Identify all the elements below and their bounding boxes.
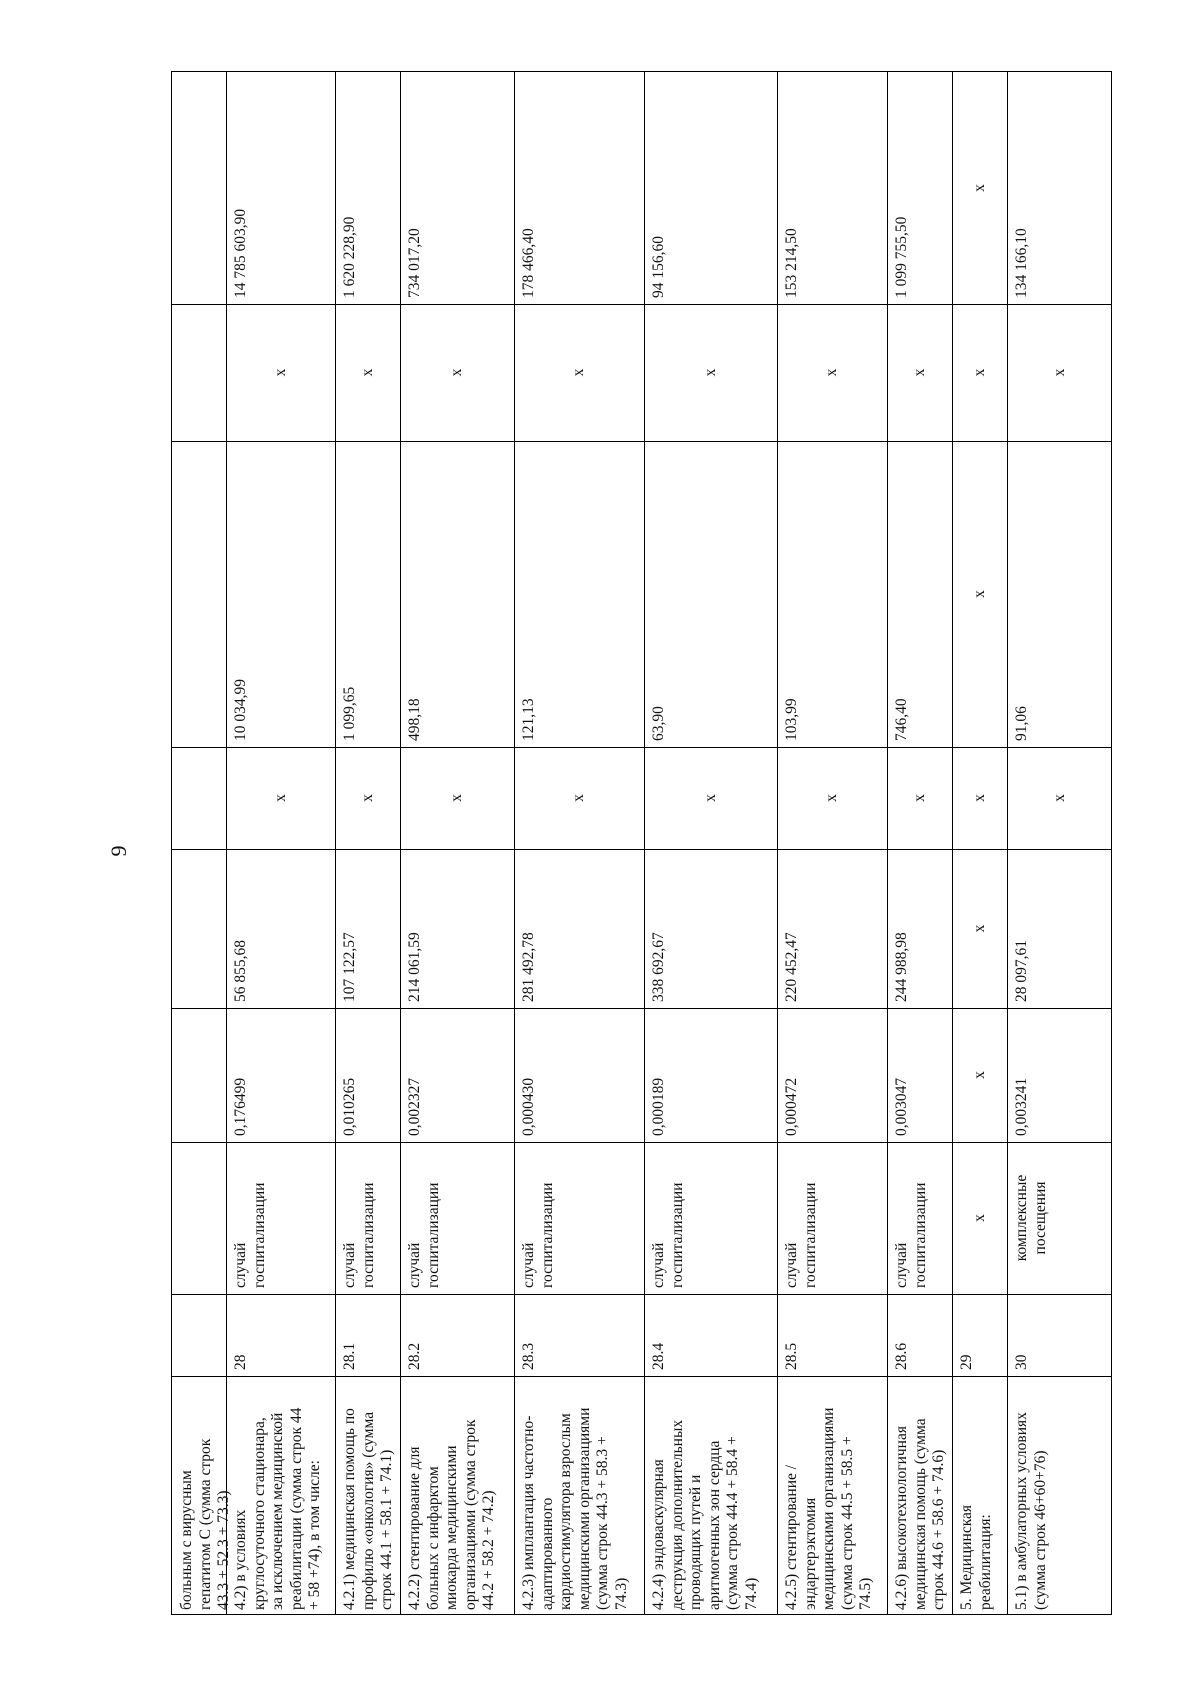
cell-text: 4.2.2) стентирование для больных с инфарктом миокарда медицинскими организациями (сумма строк 44.2 + 58.2 + 74.2) (406, 1419, 497, 1610)
cell-text: 5. Медицинская реабилитация: (958, 1504, 994, 1610)
cell-text: 91,06 (1013, 706, 1030, 741)
value-cell-6 (644, 72, 777, 304)
cell-text: 103,99 (783, 698, 800, 741)
cell-text: случай госпитализации (341, 1182, 377, 1288)
cell-text: 214 061,59 (406, 932, 423, 1002)
cell-text: 0,000430 (520, 1077, 537, 1136)
value-cell-4 (226, 441, 335, 747)
cell-text: 107 122,57 (341, 932, 358, 1002)
cell-text: 4.2.3) имплантация частотно- адаптированного кардиостимулятора взрослым медицинскими организациями (сумма строк 44.3 + 58.3 + 74.3) (520, 1407, 630, 1610)
cell-text: 746,40 (893, 698, 910, 741)
unit-cell (226, 1142, 335, 1294)
value-cell-2 (1007, 849, 1113, 1008)
value-cell-3 (514, 747, 644, 849)
value-cell-4 (1007, 441, 1113, 747)
value-cell-4 (777, 441, 887, 747)
cell-text: х (970, 368, 988, 377)
cell-text: случай госпитализации (783, 1182, 819, 1288)
value-cell-1 (226, 1008, 335, 1142)
value-cell-4 (400, 441, 514, 747)
cell-text: х (970, 1214, 988, 1222)
row-label-cell (644, 1376, 777, 1616)
cell-text: х (970, 1071, 988, 1079)
page-number: 9 (106, 845, 131, 857)
cell-text: 4.2.4) эндоваскулярная деструкция дополнительных проводящих путей и аритмогенных зон сердца (сумма строк 44.4 + 58.4 + 74.4) (650, 1419, 760, 1610)
cell-text: 28 097,61 (1013, 940, 1030, 1002)
cell-text: х (570, 368, 587, 377)
value-cell-1 (1007, 1008, 1113, 1142)
value-cell-5 (514, 304, 644, 441)
cell-text: 5.1) в амбулаторных условиях (сумма строк 46+60+76) (1013, 1412, 1049, 1610)
value-cell-1 (514, 1008, 644, 1142)
cell-text: х (910, 368, 928, 377)
row-label-cell (887, 1376, 952, 1616)
cell-text: х (1051, 368, 1068, 377)
row-number-cell (952, 1294, 1007, 1376)
value-cell-6 (887, 72, 952, 304)
cell-text: комплексные посещения (1013, 1174, 1049, 1262)
value-cell-1 (777, 1008, 887, 1142)
cell-text: 0,003047 (893, 1077, 910, 1136)
cell-text: х (910, 794, 928, 802)
row-number-cell (514, 1294, 644, 1376)
cell-text: 4.2.5) стентирование / эндартерэктомия медицинскими организациями (сумма строк 44.5 + 58.5 + 74.5) (783, 1407, 874, 1610)
cell-text: 0,010265 (341, 1077, 358, 1136)
value-cell-5 (952, 304, 1007, 441)
row-label-cell (172, 1376, 232, 1616)
cell-text: 0,003241 (1013, 1077, 1030, 1136)
cell-text: 0,000472 (783, 1077, 800, 1136)
value-cell-2 (644, 849, 777, 1008)
cell-text: х (570, 794, 587, 802)
row-number-cell (887, 1294, 952, 1376)
cell-text: случай госпитализации (406, 1182, 442, 1288)
cell-text: случай госпитализации (520, 1182, 556, 1288)
cell-text: 28.4 (650, 1342, 667, 1370)
cell-text: случай госпитализации (650, 1182, 686, 1288)
value-cell-4 (887, 441, 952, 747)
value-cell-1 (400, 1008, 514, 1142)
cell-text: 63,90 (650, 706, 667, 741)
value-cell-6 (1007, 72, 1113, 304)
unit-cell (887, 1142, 952, 1294)
row-number-cell (1007, 1294, 1113, 1376)
unit-cell (777, 1142, 887, 1294)
value-cell-2 (335, 849, 400, 1008)
unit-cell (952, 1142, 1007, 1294)
row-label-cell (1007, 1376, 1113, 1616)
cell-text: х (358, 794, 376, 802)
value-cell-6 (400, 72, 514, 304)
value-cell-3 (400, 747, 514, 849)
value-cell-3 (226, 747, 335, 849)
row-label-cell (777, 1376, 887, 1616)
value-cell-1 (335, 1008, 400, 1142)
cell-text: х (823, 368, 840, 377)
row-label-cell (400, 1376, 514, 1616)
value-cell-4 (952, 441, 1007, 747)
value-cell-4 (644, 441, 777, 747)
value-cell-1 (887, 1008, 952, 1142)
row-label-cell (335, 1376, 400, 1616)
cell-text: 30 (1013, 1354, 1030, 1370)
cell-text: х (448, 368, 465, 377)
value-cell-3 (644, 747, 777, 849)
cell-text: 281 492,78 (520, 932, 537, 1002)
cell-text: 1 620 228,90 (341, 216, 358, 298)
cell-text: 178 466,40 (520, 228, 537, 298)
cell-text: 4.2.6) высокотехнологичная медицинская помощь (сумма строк 44.6 + 58.6 + 74.6) (893, 1418, 947, 1610)
value-cell-5 (887, 304, 952, 441)
cell-text: случай госпитализации (232, 1182, 268, 1288)
cell-text: х (1051, 794, 1068, 802)
cell-text: 0,002327 (406, 1077, 423, 1136)
row-number-cell (777, 1294, 887, 1376)
cell-text: 94 156,60 (650, 236, 667, 298)
row-number-cell (644, 1294, 777, 1376)
cell-text: 244 988,98 (893, 932, 910, 1002)
cell-text: х (970, 924, 988, 933)
cell-text: 29 (958, 1354, 975, 1370)
unit-cell (1007, 1142, 1113, 1294)
value-cell-5 (226, 304, 335, 441)
value-cell-3 (952, 747, 1007, 849)
value-cell-6 (514, 72, 644, 304)
cell-text: 134 166,10 (1013, 228, 1030, 298)
value-cell-2 (226, 849, 335, 1008)
value-cell-3 (887, 747, 952, 849)
unit-cell (400, 1142, 514, 1294)
cell-text: 153 214,50 (783, 228, 800, 298)
cell-text: 4.2) в условиях круглосуточного стационара, за исключением медицинской реабилитации (сумма строк 44 + 58 +74), в том числе: (232, 1407, 323, 1610)
unit-cell (335, 1142, 400, 1294)
cell-text: х (970, 590, 988, 598)
cell-text: 14 785 603,90 (232, 208, 249, 298)
cell-text: х (970, 184, 988, 192)
cell-text: х (701, 794, 719, 802)
value-cell-5 (644, 304, 777, 441)
value-cell-2 (952, 849, 1007, 1008)
cell-text: 1 099 755,50 (893, 216, 910, 298)
value-cell-3 (335, 747, 400, 849)
cell-text: х (970, 794, 988, 802)
cell-text: 220 452,47 (783, 932, 800, 1002)
row-label-cell (226, 1376, 335, 1616)
cell-text: 10 034,99 (232, 679, 249, 741)
unit-cell (514, 1142, 644, 1294)
cell-text: случай госпитализации (893, 1182, 929, 1288)
cell-text: 0,176499 (232, 1077, 249, 1136)
cell-text: х (823, 794, 840, 802)
row-label-cell (514, 1376, 644, 1616)
value-cell-2 (887, 849, 952, 1008)
cell-text: 28.2 (406, 1342, 423, 1370)
row-label-cell (952, 1376, 1007, 1616)
cell-text: 56 855,68 (232, 940, 249, 1002)
value-cell-4 (514, 441, 644, 747)
row-number-cell (226, 1294, 335, 1376)
value-cell-5 (777, 304, 887, 441)
cell-text: 498,18 (406, 698, 423, 741)
value-cell-4 (335, 441, 400, 747)
cell-text: 28 (232, 1354, 249, 1370)
cell-text: х (701, 368, 719, 377)
cell-text: 121,13 (520, 698, 537, 741)
row-number-cell (335, 1294, 400, 1376)
value-cell-5 (335, 304, 400, 441)
cell-text: 4.2.1) медицинская помощь по профилю «онкология» (сумма строк 44.1 + 58.1 + 74.1) (341, 1408, 395, 1610)
value-cell-6 (777, 72, 887, 304)
value-cell-1 (952, 1008, 1007, 1142)
value-cell-6 (226, 72, 335, 304)
value-cell-6 (952, 72, 1007, 304)
value-cell-2 (777, 849, 887, 1008)
row-number-cell (400, 1294, 514, 1376)
value-cell-6 (335, 72, 400, 304)
cell-text: 0,000189 (650, 1077, 667, 1136)
cell-text: больным с вирусным гепатитом С (сумма строк 43.3 + 52.3 + 73.3) (178, 1438, 232, 1610)
data-table (171, 71, 1112, 1615)
value-cell-3 (777, 747, 887, 849)
value-cell-3 (1007, 747, 1113, 849)
value-cell-2 (400, 849, 514, 1008)
cell-text: 28.5 (783, 1342, 800, 1370)
value-cell-5 (1007, 304, 1113, 441)
cell-text: 28.1 (341, 1342, 358, 1370)
cell-text: х (448, 794, 465, 802)
cell-text: 734 017,20 (406, 228, 423, 298)
value-cell-2 (514, 849, 644, 1008)
unit-cell (644, 1142, 777, 1294)
cell-text: х (271, 794, 289, 802)
value-cell-5 (400, 304, 514, 441)
cell-text: 338 692,67 (650, 932, 667, 1002)
cell-text: 28.3 (520, 1342, 537, 1370)
cell-text: х (358, 368, 376, 377)
cell-text: х (271, 368, 289, 377)
cell-text: 1 099,65 (341, 686, 358, 741)
cell-text: 28.6 (893, 1342, 910, 1370)
value-cell-1 (644, 1008, 777, 1142)
